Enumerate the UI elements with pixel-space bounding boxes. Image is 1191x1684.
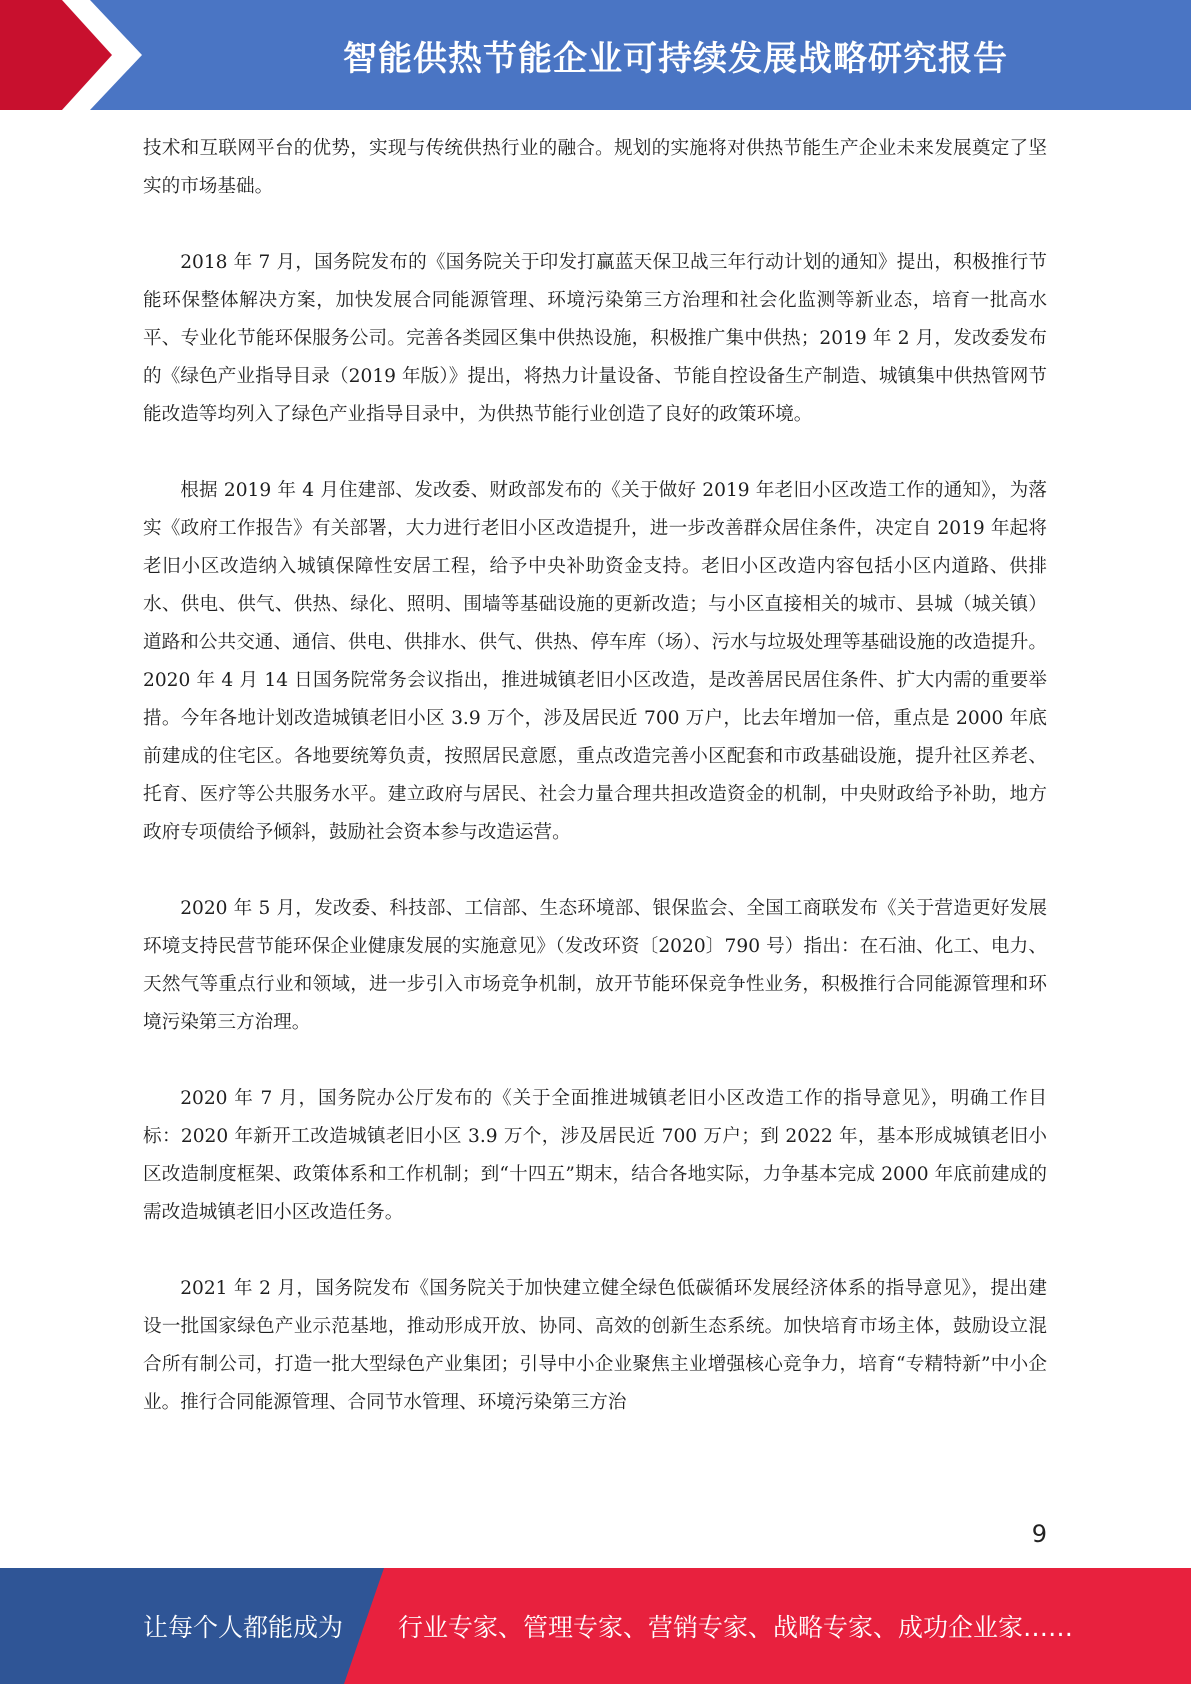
paragraph-6: 2021 年 2 月，国务院发布《国务院关于加快建立健全绿色低碳循环发展经济体系的指导意见》，提出建设一批国家绿色产业示范基地，推动形成开放、协同、高效的创新生态系统。加快培育市场主体，鼓励设立混合所有制公司，打造一批大型绿色产业集团；引导中小企业聚焦主业增强核心竞争力，培育“专精特新”中小企业。推行合同能源管理、合同节水管理、环境污染第三方治	[143, 1278, 1047, 1413]
page-footer	[0, 1568, 1191, 1684]
footer-slogan-right: 行业专家、管理专家、营销专家、战略专家、成功企业家……	[398, 1613, 1074, 1642]
report-title: 智能供热节能企业可持续发展战略研究报告	[343, 38, 1008, 79]
paragraph-2: 2018 年 7 月，国务院发布的《国务院关于印发打赢蓝天保卫战三年行动计划的通知》提出，积极推行节能环保整体解决方案，加快发展合同能源管理、环境污染第三方治理和社会化监测等新业态，培育一批高水平、专业化节能环保服务公司。完善各类园区集中供热设施，积极推广集中供热；2019 年 2 月，发改委发布的《绿色产业指导目录（2019 年版）》提出，将热力计量设备、节能自控设备生产制造、城镇集中供热管网节能改造等均列入了绿色产业指导目录中，为供热节能行业创造了良好的政策环境。	[143, 252, 1047, 425]
paragraph-4: 2020 年 5 月，发改委、科技部、工信部、生态环境部、银保监会、全国工商联发布《关于营造更好发展环境支持民营节能环保企业健康发展的实施意见》（发改环资〔2020〕790 号）指出：在石油、化工、电力、天然气等重点行业和领域，进一步引入市场竞争机制，放开节能环保竞争性业务，积极推行合同能源管理和环境污染第三方治理。	[143, 898, 1047, 1033]
footer-slogan-left: 让每个人都能成为	[143, 1613, 344, 1642]
paragraph-3: 根据 2019 年 4 月住建部、发改委、财政部发布的《关于做好 2019 年老旧小区改造工作的通知》，为落实《政府工作报告》有关部署，大力进行老旧小区改造提升，进一步改善群众居住条件，决定自 2019 年起将老旧小区改造纳入城镇保障性安居工程，给予中央补助资金支持。老旧小区改造内容包括小区内道路、供排水、供电、供气、供热、绿化、照明、围墙等基础设施的更新改造；与小区直接相关的城市、县城（城关镇）道路和公共交通、通信、供电、供排水、供气、供热、停车库（场）、污水与垃圾处理等基础设施的改造提升。2020 年 4 月 14 日国务院常务会议指出，推进城镇老旧小区改造，是改善居民居住条件、扩大内需的重要举措。今年各地计划改造城镇老旧小区 3.9 万个，涉及居民近 700 万户，比去年增加一倍，重点是 2000 年底前建成的住宅区。各地要统筹负责，按照居民意愿，重点改造完善小区配套和市政基础设施，提升社区养老、托育、医疗等公共服务水平。建立政府与居民、社会力量合理共担改造资金的机制，中央财政给予补助，地方政府专项债给予倾斜，鼓励社会资本参与改造运营。	[143, 480, 1047, 843]
paragraph-1: 技术和互联网平台的优势，实现与传统供热行业的融合。规划的实施将对供热节能生产企业未来发展奠定了坚实的市场基础。	[143, 138, 1047, 197]
document-body	[143, 130, 1047, 1460]
page-number: 9	[1031, 1520, 1047, 1548]
chevron-logo-icon	[0, 0, 160, 110]
paragraph-5: 2020 年 7 月，国务院办公厅发布的《关于全面推进城镇老旧小区改造工作的指导意见》，明确工作目标：2020 年新开工改造城镇老旧小区 3.9 万个，涉及居民近 700 万户；到 2022 年，基本形成城镇老旧小区改造制度框架、政策体系和工作机制；到“十四五”期末，结合各地实际，力争基本完成 2000 年底前建成的需改造城镇老旧小区改造任务。	[143, 1088, 1047, 1223]
page-header	[0, 0, 1191, 110]
